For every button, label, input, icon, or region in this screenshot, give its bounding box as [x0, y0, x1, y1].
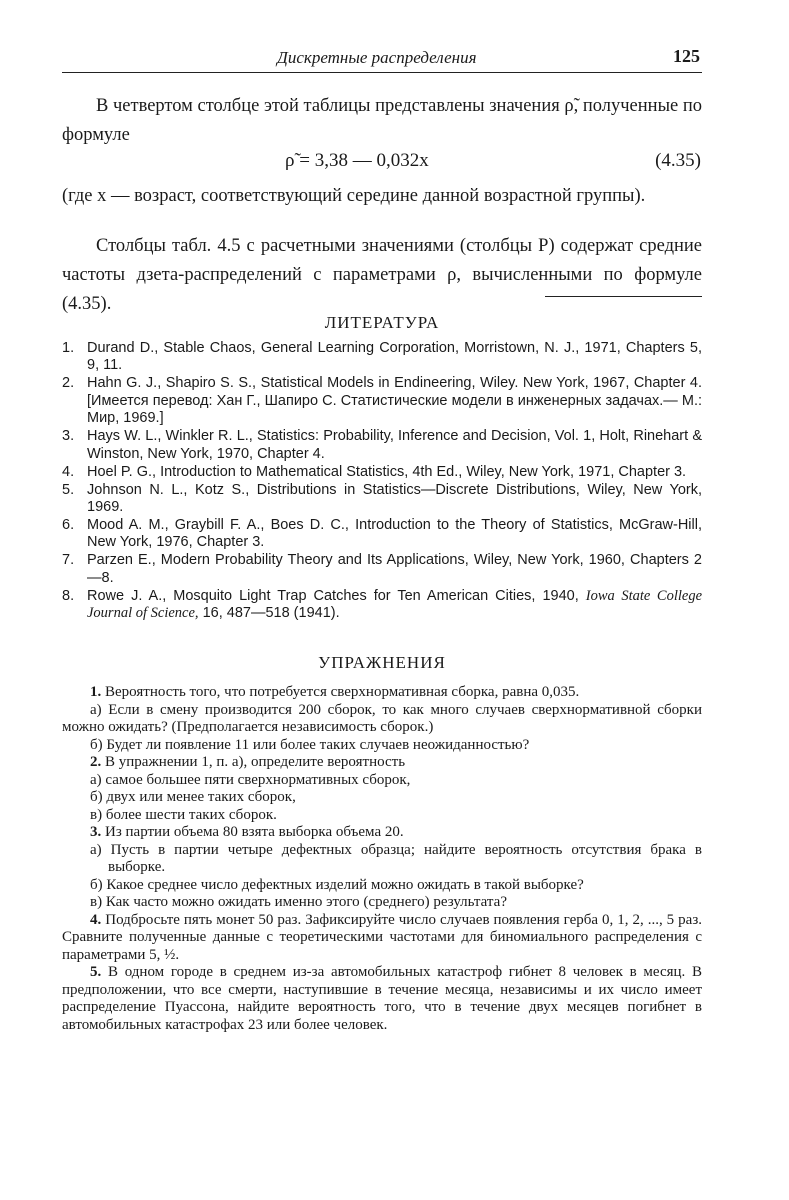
- reference-text: Johnson N. L., Kotz S., Distributions in Statistics—Discrete Distributions, Wiley, New York, 1969.: [87, 481, 702, 516]
- reference-item: [62, 375, 702, 427]
- reference-text: Hahn G. J., Shapiro S. S., Statistical Models in Endineering, Wiley. New York, 1967, Chapter 4. [Имеется перевод: Хан Г., Шапиро С. Статистические модели в инженерных задачах.— М.: Мир, 1969.]: [87, 375, 702, 427]
- reference-item: [62, 464, 702, 481]
- exercise-3a: а) Пусть в партии четыре дефектных образца; найдите вероятность отсутствия брака в выборке.: [90, 841, 702, 875]
- exercise-2a: а) самое большее пяти сверхнормативных сборок,: [90, 771, 411, 788]
- reference-journal: Iowa State College Journal of Science,: [87, 587, 703, 622]
- reference-item: [62, 340, 702, 375]
- running-title: Дискретные распределения: [277, 48, 477, 67]
- exercise-text: Вероятность того, что потребуется сверхнормативная сборка, равна 0,035.: [105, 684, 580, 700]
- exercise-2b: б) двух или менее таких сборок,: [90, 789, 296, 805]
- exercise-3c: в) Как часто можно ожидать именно этого (среднего) результата?: [90, 894, 507, 910]
- reference-number: 8.: [62, 587, 75, 604]
- reference-item: [62, 552, 702, 587]
- exercise-text: Подбросьте пять монет 50 раз. Зафиксируйте число случаев появления герба 0, 1, 2, ..., 5 раз. Сравните полученные данные с теоретическими частотами для биномиального распределения с параметрами 5, ½.: [62, 911, 702, 963]
- reference-item: [62, 517, 702, 552]
- intro-paragraph-1: В четвертом столбце этой таблицы представлены значения ρ̃, полученные по формуле: [62, 96, 702, 145]
- reference-number: 5.: [62, 481, 75, 498]
- exercise-4: [62, 912, 702, 965]
- reference-item: [62, 428, 702, 463]
- reference-number: 7.: [62, 552, 75, 569]
- exercise-1b: б) Будет ли появление 11 или более таких случаев неожиданностью?: [90, 736, 530, 753]
- reference-number: 3.: [62, 428, 75, 445]
- exercises-block: [62, 684, 702, 1034]
- reference-number: 4.: [62, 463, 75, 480]
- reference-item: [62, 588, 702, 623]
- exercise-number: 4.: [90, 911, 102, 928]
- exercise-5: [62, 964, 702, 1034]
- exercises-title: УПРАЖНЕНИЯ: [318, 653, 446, 672]
- reference-tail: 16, 487—518 (1941).: [202, 605, 340, 622]
- exercise-text: Из партии объема 80 взята выборка объема 20.: [105, 824, 404, 840]
- reference-text: Parzen E., Modern Probability Theory and Its Applications, Wiley, New York, 1960, Chapters 2—8.: [87, 552, 702, 586]
- reference-text: Rowe J. A., Mosquito Light Trap Catches for Ten American Cities, 1940,: [87, 587, 579, 604]
- page-number: 125: [673, 46, 700, 66]
- section-divider: [545, 296, 702, 297]
- exercise-2c: в) более шести таких сборок.: [90, 806, 277, 823]
- reference-number: 2.: [62, 375, 75, 392]
- literature-title: ЛИТЕРАТУРА: [324, 313, 440, 332]
- intro-paragraph-3: Столбцы табл. 4.5 с расчетными значениями (столбцы P) содержат средние частоты дзета-распределений с параметрами ρ, вычисленными по формуле (4.35).: [62, 236, 702, 314]
- reference-text: Durand D., Stable Chaos, General Learning Corporation, Morristown, N. J., 1971, Chapters 5, 9, 11.: [87, 340, 702, 374]
- exercise-1a: а) Если в смену производится 200 сборок, то как много случаев сверхнормативной сборки можно ожидать? (Предполагается независимость сборок.): [62, 701, 702, 735]
- reference-number: 6.: [62, 517, 75, 534]
- exercise-number: 3.: [90, 824, 102, 840]
- reference-text: Hoel P. G., Introduction to Mathematical Statistics, 4th Ed., Wiley, New York, 1971, Chapter 3.: [87, 463, 687, 480]
- exercise-text: В одном городе в среднем из-за автомобильных катастроф гибнет 8 человек в месяц. В предположении, что все смерти, наступившие в течение месяца, независимы и их число имеет распределение Пуассона, найдите вероятность того, что в течение двух месяцев погибнет в автомобильных катастрофах 23 или более человек.: [62, 964, 703, 1033]
- reference-number: 1.: [62, 340, 75, 356]
- exercise-2: [62, 754, 702, 772]
- exercise-3: [62, 824, 702, 842]
- exercise-number: 1.: [90, 684, 102, 700]
- formula: ρ̃ = 3,38 — 0,032x: [285, 150, 429, 171]
- exercise-number: 5.: [90, 964, 102, 980]
- reference-list: [62, 340, 702, 623]
- reference-item: [62, 482, 702, 517]
- reference-text: Hays W. L., Winkler R. L., Statistics: Probability, Inference and Decision, Vol. 1, Holt, Rinehart & Winston, New York, 1970, Chapter 4.: [87, 428, 702, 462]
- intro-paragraph-2: (где x — возраст, соответствующий середине данной возрастной группы).: [62, 186, 646, 206]
- exercise-1: [62, 684, 702, 702]
- formula-number: (4.35): [655, 150, 701, 171]
- page-header: [62, 46, 702, 73]
- reference-text: Mood A. M., Graybill F. A., Boes D. C., Introduction to the Theory of Statistics, McGraw-Hill, New York, 1976, Chapter 3.: [87, 517, 702, 551]
- exercise-3b: б) Какое среднее число дефектных изделий можно ожидать в такой выборке?: [90, 876, 584, 893]
- exercise-text: В упражнении 1, п. а), определите вероятность: [105, 754, 406, 770]
- exercise-number: 2.: [90, 754, 102, 770]
